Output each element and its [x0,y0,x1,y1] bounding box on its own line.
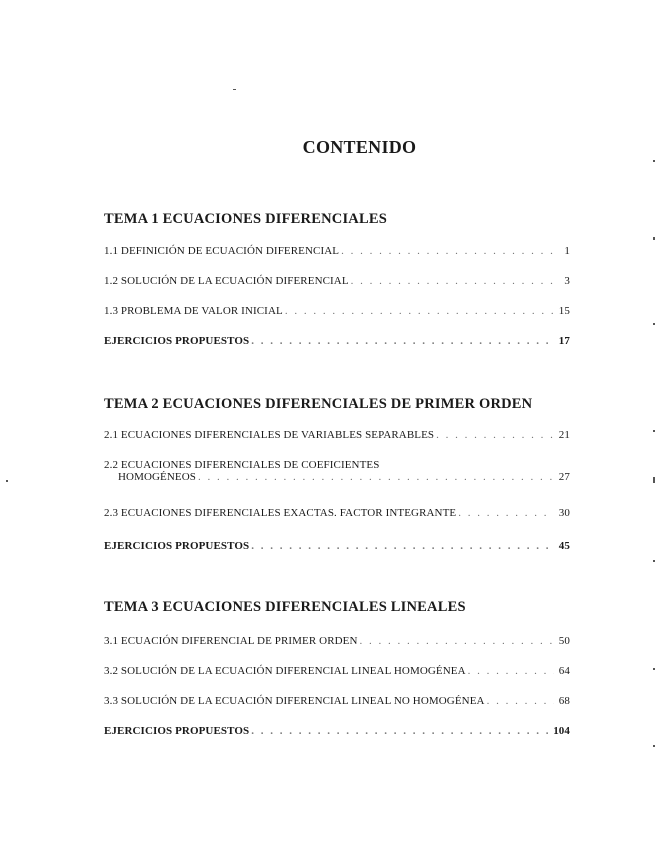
scan-speck [233,89,236,90]
toc-entry-label: 1.3 PROBLEMA DE VALOR INICIAL [104,305,283,317]
page-title: CONTENIDO [302,137,417,157]
tema-3-heading: TEMA 3 ECUACIONES DIFERENCIALES LINEALES [104,599,466,615]
tema-1-heading: TEMA 1 ECUACIONES DIFERENCIALES [104,211,387,227]
toc-entry-page: 68 [558,695,570,707]
leader-dots [360,635,554,647]
toc-entry-2-2[interactable] [104,459,570,483]
toc-entry-label: 3.2 SOLUCIÓN DE LA ECUACIÓN DIFERENCIAL LINEAL HOMOGÉNEA [104,665,466,677]
toc-entry-2-3[interactable] [104,507,570,519]
toc-entry-label: 1.2 SOLUCIÓN DE LA ECUACIÓN DIFERENCIAL [104,275,349,287]
toc-entry-3-3[interactable] [104,695,570,707]
toc-entry-label-continued: HOMOGÉNEOS [118,471,196,483]
scan-speck [653,160,655,162]
scan-speck [653,745,655,747]
tema-2-heading: TEMA 2 ECUACIONES DIFERENCIALES DE PRIMER ORDEN [104,396,533,412]
scan-speck [653,237,655,240]
leader-dots [468,665,554,677]
toc-entry-3-ejercicios[interactable] [104,725,570,737]
scan-speck [653,477,655,483]
leader-dots [458,507,554,519]
toc-entry-page: 27 [558,471,570,483]
toc-entry-page: 3 [564,275,570,287]
toc-entry-label: 2.1 ECUACIONES DIFERENCIALES DE VARIABLES SEPARABLES [104,429,435,441]
scan-speck [653,430,655,432]
toc-entry-page: 15 [558,305,570,317]
leader-dots [251,540,554,552]
toc-entry-1-2[interactable] [104,275,570,287]
toc-entry-label: 3.1 ECUACIÓN DIFERENCIAL DE PRIMER ORDEN [104,635,358,647]
leader-dots [436,429,554,441]
toc-entry-page: 21 [558,429,570,441]
leader-dots [487,695,554,707]
toc-entry-label: 3.3 SOLUCIÓN DE LA ECUACIÓN DIFERENCIAL LINEAL NO HOMOGÉNEA [104,695,485,707]
scan-speck [653,668,655,670]
leader-dots [341,245,554,257]
toc-entry-label: EJERCICIOS PROPUESTOS [104,725,250,737]
toc-entry-label: EJERCICIOS PROPUESTOS [104,540,250,552]
scan-speck [6,480,8,482]
scan-speck [653,560,655,562]
toc-entry-1-1[interactable] [104,245,570,257]
toc-entry-1-3[interactable] [104,305,570,317]
toc-entry-page: 45 [558,540,570,552]
toc-entry-label: 2.3 ECUACIONES DIFERENCIALES EXACTAS. FACTOR INTEGRANTE [104,507,457,519]
toc-entry-page: 30 [558,507,570,519]
leader-dots [351,275,554,287]
scan-speck [653,323,655,325]
toc-entry-page: 104 [553,725,570,737]
leader-dots [285,305,554,317]
toc-entry-label: 2.2 ECUACIONES DIFERENCIALES DE COEFICIENTES [104,459,380,471]
toc-entry-page: 64 [558,665,570,677]
toc-entry-1-ejercicios[interactable] [104,335,570,347]
toc-entry-page: 50 [558,635,570,647]
leader-dots [251,335,554,347]
toc-entry-3-2[interactable] [104,665,570,677]
toc-entry-page: 17 [558,335,570,347]
leader-dots [198,471,557,483]
toc-entry-page: 1 [564,245,570,257]
toc-entry-2-1[interactable] [104,429,570,441]
toc-entry-label: EJERCICIOS PROPUESTOS [104,335,250,347]
toc-entry-label: 1.1 DEFINICIÓN DE ECUACIÓN DIFERENCIAL [104,245,340,257]
toc-entry-2-ejercicios[interactable] [104,540,570,552]
toc-entry-3-1[interactable] [104,635,570,647]
leader-dots [251,725,551,737]
